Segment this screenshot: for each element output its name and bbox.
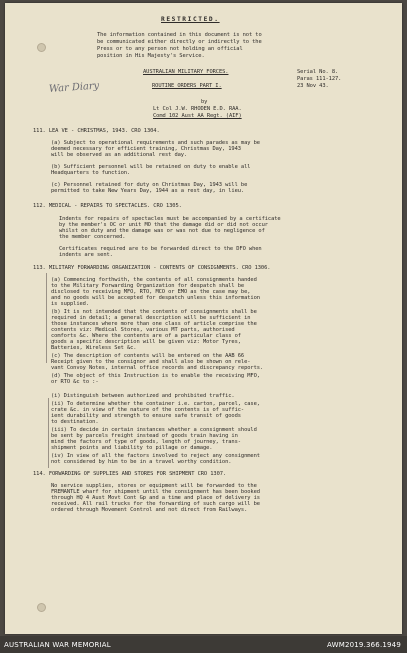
author-name: Lt Col J.W. RHODEN E.D. RAA.: [153, 106, 242, 112]
margin-mark: [48, 398, 49, 468]
paragraph-line: be sent by parcels freight instead of goods train having in: [51, 433, 238, 439]
paragraph-line: to the Military Forwarding Organization for despatch shall be: [51, 283, 245, 289]
archive-caption-bar: [0, 636, 407, 653]
paragraph-line: whilst on duty and the damage was or was not due to negligence of: [59, 228, 265, 234]
paragraph-line: (c) Personnel retained for duty on Christmas Day, 1943 will be: [51, 182, 248, 188]
notice-line: be communicated either directly or indirectly to the: [97, 39, 262, 45]
paragraph-line: (i) Distinguish between authorized and prohibited traffic.: [51, 393, 235, 399]
paragraph-line: through HQ 4 Aust Movt Cont Gp and a time and place of delivery is: [51, 495, 260, 501]
paragraph-line: required in detail; a general description will be sufficient in: [51, 315, 251, 321]
paragraph-line: the member concerned.: [59, 234, 126, 240]
paragraph-line: (d) The object of this Instruction is to enable the receiving MFO,: [51, 373, 260, 379]
paragraph-line: will be observed as an additional rest day.: [51, 152, 188, 158]
paragraph-line: (b) Sufficient personnel will be retained on duty to enable all: [51, 164, 251, 170]
paragraph-line: ient durability and strength to ensure safe transit of goods: [51, 413, 241, 419]
paragraph-line: or RTO &c to :-: [51, 379, 99, 385]
margin-mark: [46, 273, 47, 363]
classification-heading: RESTRICTED.: [161, 16, 220, 23]
paragraph-line: No service supplies, stores or equipment will be forwarded to the: [51, 483, 257, 489]
serial-number: Serial No. 8.: [297, 69, 339, 75]
paragraph-line: ordered through Movement Control and not direct from Railways.: [51, 507, 248, 513]
order-date: 23 Nov 43.: [297, 83, 329, 89]
paragraph-line: (b) It is not intended that the contents of consignments shall be: [51, 309, 257, 315]
paragraph-line: comforts &c. Where the contents are of a particular class of: [51, 333, 241, 339]
paragraph-heading: 114. FORWARDING OF SUPPLIES AND STORES FOR SHIPMENT CRO 1307.: [33, 471, 227, 477]
paragraph-line: FREMANTLE wharf for shipment until the consignment has been booked: [51, 489, 260, 495]
paragraph-line: indents are sent.: [59, 252, 113, 258]
by-label: by: [201, 99, 208, 105]
paragraph-line: (a) Subject to operational requirements and such parades as may be: [51, 140, 260, 146]
institution-name: AUSTRALIAN WAR MEMORIAL: [4, 641, 111, 649]
paragraph-range: Paras 111-127.: [297, 76, 342, 82]
paragraph-line: (a) Commencing forthwith, the contents of all consignments handed: [51, 277, 257, 283]
paragraph-heading: 112. MEDICAL - REPAIRS TO SPECTACLES. CRO 1305.: [33, 203, 182, 209]
notice-line: Press or to any person not holding an official: [97, 46, 243, 52]
paragraph-line: those instances where more than one class of article comprise the: [51, 321, 257, 327]
paragraph-line: goods a specific description will be given viz: Motor Tyres,: [51, 339, 241, 345]
paragraph-line: Batteries, Wireless Set &c.: [51, 345, 137, 351]
paragraph-line: Receipt given to the consignor and shall also be shown on rele-: [51, 359, 251, 365]
author-command: Comd 102 Aust AA Regt. (AIF): [153, 113, 242, 119]
accession-number: AWM2019.366.1949: [326, 641, 401, 649]
punch-hole: [37, 43, 46, 52]
paragraph-line: (iii) To decide in certain instances whether a consignment should: [51, 427, 257, 433]
paragraph-line: and no goods will be accepted for despatch unless this information: [51, 295, 260, 301]
paragraph-line: Headquarters to function.: [51, 170, 131, 176]
paragraph-line: to destination.: [51, 419, 99, 425]
paragraph-line: Indents for repairs of spectacles must be accompanied by a certificate: [59, 216, 281, 222]
paragraph-line: crate &c. in view of the nature of the contents is of suffic-: [51, 407, 245, 413]
paragraph-line: deemed necessary for efficient training, Christmas Day, 1943: [51, 146, 241, 152]
paragraph-line: mind the factors of type of goods, length of journey, trans-: [51, 439, 241, 445]
paragraph-line: shipment points and liability to pillage or damage.: [51, 445, 213, 451]
paragraph-line: received. All rail trucks for the forwarding of such cargo will be: [51, 501, 260, 507]
punch-hole: [37, 603, 46, 612]
notice-line: The information contained in this document is not to: [97, 32, 262, 38]
paragraph-line: not considered by him to be in a travel worthy condition.: [51, 459, 232, 465]
unit-heading: AUSTRALIAN MILITARY FORCES.: [143, 69, 229, 75]
paragraph-line: by the member's OC or unit MO that the damage did or did not occur: [59, 222, 268, 228]
paragraph-line: (ii) To determine whether the container i.e. carton, parcel, case,: [51, 401, 260, 407]
paragraph-line: vant Convoy Notes, internal office records and discrepancy reports.: [51, 365, 264, 371]
paragraph-heading: 111. LEA VE - CHRISTMAS, 1943. CRO 1304.: [33, 128, 160, 134]
order-title: ROUTINE ORDERS PART I.: [152, 83, 222, 89]
notice-line: position in His Majesty's Service.: [97, 53, 205, 59]
paragraph-line: (c) The description of contents will be entered on the AAB 66: [51, 353, 245, 359]
paragraph-line: permitted to take New Years Day, 1944 as a rest day, in lieu.: [51, 188, 245, 194]
paragraph-heading: 113. MILITARY FORWARDING ORGANIZATION - CONTENTS OF CONSIGNMENTS. CRO 1306.: [33, 265, 271, 271]
document-page: [5, 3, 402, 634]
paragraph-line: contents viz: Medical Stores, various MT parts, authorised: [51, 327, 235, 333]
paragraph-line: (iv) In view of all the factors involved to reject any consignment: [51, 453, 260, 459]
handwritten-annotation: War Diary: [48, 80, 100, 95]
paragraph-line: disclosed to receiving MFO, RTO, MCO or EMO as the case may be,: [51, 289, 251, 295]
paragraph-line: Certificates required are to be forwarded direct to the DFO when: [59, 246, 262, 252]
paragraph-line: is supplied.: [51, 301, 89, 307]
